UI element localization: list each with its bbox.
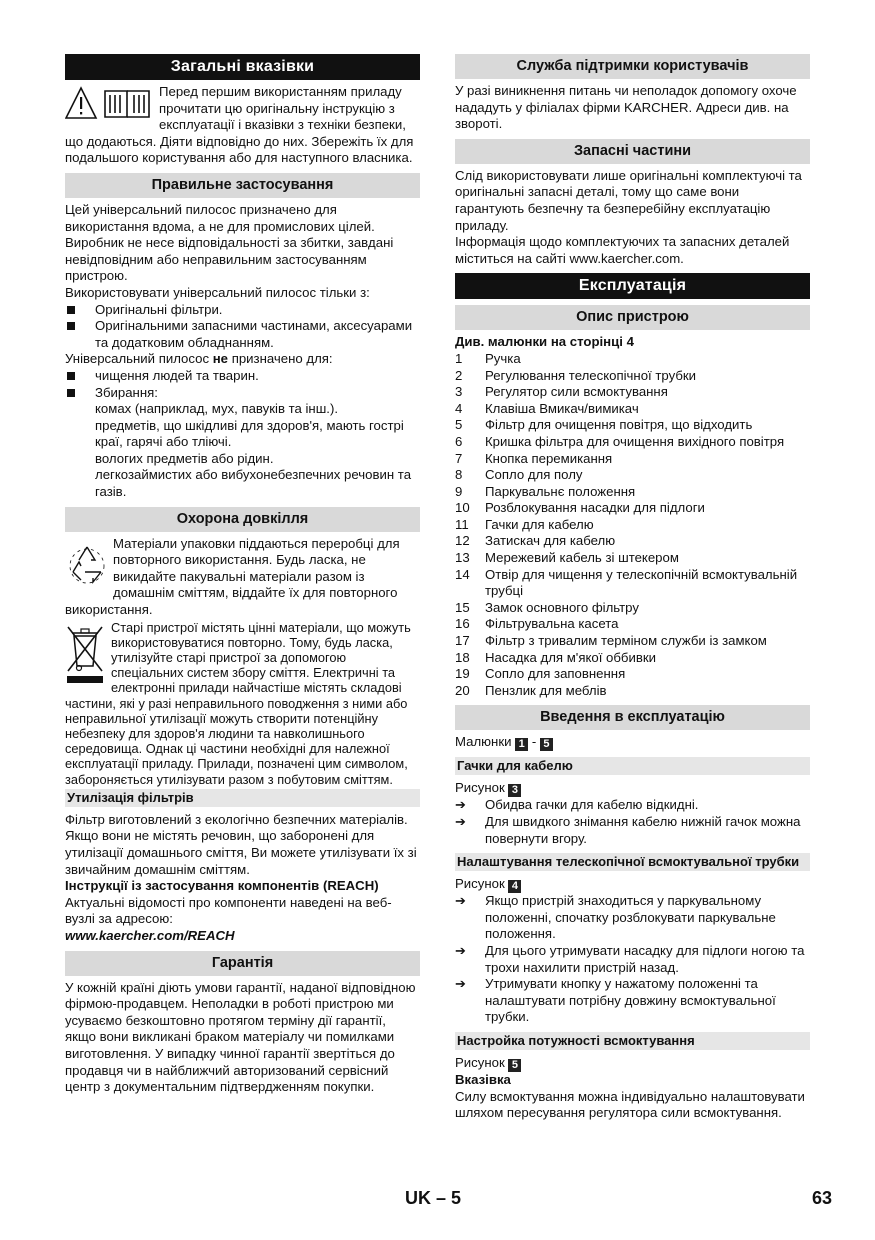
list-item: ➔ Якщо пристрій знаходиться у паркувальному положенні, спочатку розблокувати паркувальне положення. bbox=[455, 893, 810, 943]
left-column bbox=[65, 54, 420, 1096]
list-item: 4 Клавіша Вмикач/вимикач bbox=[455, 400, 639, 416]
list-item: 12 Затискач для кабелю bbox=[455, 533, 616, 549]
list-item: Оригінальними запасними частинами, аксесуарами та додатковим обладнанням. bbox=[65, 318, 420, 351]
list-item: 8 Сопло для полу bbox=[455, 467, 583, 483]
device-description-heading: Опис пристрою bbox=[455, 305, 810, 330]
reach-heading: Інструкції із застосування компонентів (REACH) bbox=[65, 878, 379, 894]
operation-heading: Експлуатація bbox=[455, 273, 810, 299]
figure-ref: Рисунок 4 bbox=[455, 876, 810, 893]
right-column bbox=[455, 54, 810, 1122]
list-item: чищення людей та тварин. bbox=[65, 368, 420, 385]
suction-power-text: Силу всмоктування можна індивідуально налаштовувати шляхом пересування регулятора сили всмоктування. bbox=[455, 1088, 805, 1121]
startup-heading: Введення в експлуатацію bbox=[455, 705, 810, 730]
weee-block bbox=[65, 620, 420, 787]
warranty-heading: Гарантія bbox=[65, 951, 420, 976]
recycling-icon bbox=[65, 542, 109, 586]
environment-heading: Охорона довкілля bbox=[65, 507, 420, 532]
filter-disposal-p1: Фільтр виготовлений з екологічно безпечних матеріалів. bbox=[65, 811, 408, 827]
footer-language-page: UK – 5 bbox=[405, 1188, 462, 1208]
list-item: ➔ Для цього утримувати насадку для підлоги ногою та трохи нахилити пристрій назад. bbox=[455, 943, 810, 976]
list-item: 7 Кнопка перемикання bbox=[455, 450, 613, 466]
proper-use-p3: Використовувати універсальний пилосос тільки з: bbox=[65, 284, 370, 300]
figures-reference: Див. малюнки на сторінці 4 bbox=[455, 334, 634, 350]
list-item: 5 Фільтр для очищення повітря, що відходить bbox=[455, 417, 753, 433]
warranty-text: У кожній країні діють умови гарантії, наданої відповідною фірмою-продавцем. Неполадки в роботі пристрою ми усуваємо безкоштовно протягом терміну дії гарантії, якщо вони викликані браком матеріалу чи помилками виготовлення. У випадку чинної гарантії звертіться до продавця чи в найближчий авторизований сервісний центр з документальним підтвердженням покупки. bbox=[65, 979, 416, 1095]
list-item: 20 Пензлик для меблів bbox=[455, 682, 607, 698]
packaging-block bbox=[65, 536, 420, 619]
general-notes-text: Перед першим використанням приладу прочитати цю оригінальну інструкцію з експлуатації і вказівки з техніки безпеки, що додаються. Діяти відповідно до них. Збережіть їх для подальшого користування або для наступного власника. bbox=[65, 84, 414, 166]
proper-use-p2: Виробник не несе відповідальності за збитки, завдані невідповідним або неправильним застосуванням пристрою. bbox=[65, 235, 394, 284]
proper-use-p1: Цей універсальний пилосос призначено для використання вдома, а не для промислових цілей. bbox=[65, 201, 375, 234]
list-item: ➔ Для швидкого знімання кабелю нижній гачок можна повернути вгору. bbox=[455, 814, 810, 847]
list-item: Оригінальні фільтри. bbox=[65, 302, 420, 319]
list-item: 17 Фільтр з тривалим терміном служби із замком bbox=[455, 633, 767, 649]
list-subitem: предметів, що шкідливі для здоров'я, мають гострі краї, гарячі або тліючі. bbox=[95, 417, 404, 450]
list-item: 6 Кришка фільтра для очищення вихідного повітря bbox=[455, 433, 785, 449]
proper-use-heading: Правильне застосування bbox=[65, 173, 420, 198]
weee-text: Старі пристрої містять цінні матеріали, що можуть використовуватися повторно. Тому, будь ласка, утилізуйте старі пристрої за допомогою спеціальних систем збору сміття. Електричні та електронні прилади найчастіше містять складові частини, які у разі неправильного поводження з ними або неправильної утилізації можуть створити потенційну небезпеку для здоров'я людини та навколишнього середовища. Однак ці частини необхідні для належної експлуатації приладу. Прилади, позначені цим символом, забороняється утилізувати разом з побутовим сміттям. bbox=[65, 619, 411, 787]
list-item: 14 Отвір для чищення у телескопічній всмоктувальній трубці bbox=[455, 566, 798, 599]
figure-ref: Рисунок 3 bbox=[455, 780, 810, 797]
list-item: 19 Сопло для заповнення bbox=[455, 666, 626, 682]
filter-disposal-heading: Утилізація фільтрів bbox=[65, 789, 420, 807]
telescopic-tube-heading: Налаштування телескопічної всмоктувальної трубки bbox=[455, 853, 810, 871]
spare-parts-heading: Запасні частини bbox=[455, 139, 810, 164]
suction-power-heading: Настройка потужності всмоктування bbox=[455, 1032, 810, 1050]
general-notes-heading: Загальні вказівки bbox=[65, 54, 420, 80]
spare-parts-p1: Слід використовувати лише оригінальні комплектуючі та оригінальні запасні деталі, тому що саме вони гарантують безпечну та безперебійну експлуатацію приладу. bbox=[455, 167, 802, 233]
page-number: 63 bbox=[812, 1188, 833, 1208]
parts-list bbox=[455, 351, 810, 699]
reach-link[interactable]: www.kaercher.com/REACH bbox=[65, 928, 235, 944]
reach-text: Актуальні відомості про компоненти наведені на веб-вузлі за адресою: bbox=[65, 894, 392, 927]
filter-disposal-p2: Якщо вони не містять речовин, що заборонені для утилізації домашнього сміття, Ви можете утилізувати їх зі звичайним домашнім сміттям. bbox=[65, 828, 417, 877]
spare-parts-p2: Інформація щодо комплектуючих та запасних деталей міститься на сайті www.kaercher.com. bbox=[455, 234, 790, 266]
list-subitem: вологих предметів або рідин. bbox=[95, 450, 274, 466]
list-subitem: легкозаймистих або вибухонебезпечних речовин та газів. bbox=[95, 467, 412, 500]
figures-range: Малюнки 1 - 5 bbox=[455, 734, 810, 751]
list-item: 10 Розблокування насадки для підлоги bbox=[455, 500, 705, 516]
not-intended-line: Універсальний пилосос не призначено для: bbox=[65, 351, 333, 367]
list-item: 11 Гачки для кабелю bbox=[455, 516, 594, 532]
list-item: 16 Фільтрувальна касета bbox=[455, 616, 619, 632]
crossed-bin-icon bbox=[65, 622, 105, 684]
warning-and-manual-icon bbox=[65, 86, 155, 120]
packaging-text: Матеріали упаковки піддаються переробці для повторного використання. Будь ласка, не викидайте пакувальні матеріали разом із домашнім сміттям, віддайте їх для повторного використання. bbox=[65, 535, 400, 618]
list-item: ➔ Утримувати кнопку у нажатому положенні та налаштувати потрібну довжину всмоктувальної трубки. bbox=[455, 976, 810, 1026]
list-item: 18 Насадка для м'якої оббивки bbox=[455, 649, 656, 665]
list-item: Збирання: bbox=[65, 385, 420, 402]
customer-service-text: У разі виникнення питань чи неполадок допомогу охоче нададуть у філіалах фірми KARCHER. Адреси див. на звороті. bbox=[455, 83, 797, 132]
list-item: 9 Паркувальнє положення bbox=[455, 483, 636, 499]
cable-hooks-heading: Гачки для кабелю bbox=[455, 757, 810, 775]
list-subitem: комах (наприклад, мух, павуків та інш.). bbox=[95, 401, 339, 417]
list-item: 2 Регулювання телескопічної трубки bbox=[455, 367, 697, 383]
figure-ref: Рисунок 5 bbox=[455, 1055, 810, 1072]
list-item: ➔ Обидва гачки для кабелю відкидні. bbox=[455, 797, 810, 814]
list-item: 13 Мережевий кабель зі штекером bbox=[455, 550, 679, 566]
list-item: 3 Регулятор сили всмоктування bbox=[455, 384, 668, 400]
list-item: 15 Замок основного фільтру bbox=[455, 599, 639, 615]
list-item: 1 Ручка bbox=[455, 350, 521, 366]
general-notes-block bbox=[65, 84, 420, 167]
customer-service-heading: Служба підтримки користувачів bbox=[455, 54, 810, 79]
note-label: Вказівка bbox=[455, 1071, 511, 1087]
